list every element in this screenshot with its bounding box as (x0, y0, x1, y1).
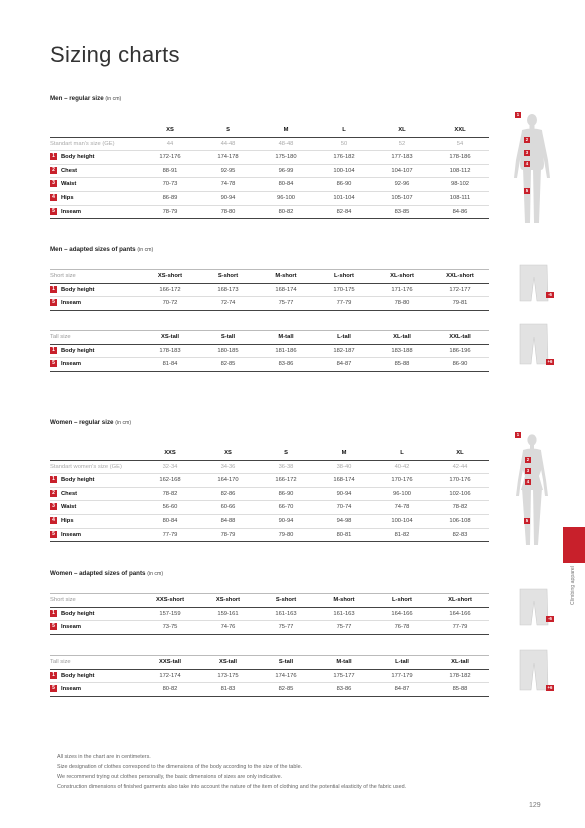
measure-number-badge: 5 (50, 360, 57, 367)
table-cell: 77-79 (452, 624, 468, 631)
table-row (50, 151, 489, 165)
measure-number-badge: 3 (50, 180, 57, 187)
women-tall-pants-figure (515, 648, 555, 692)
table-cell: 77-79 (162, 531, 178, 538)
table-cell: 32-34 (162, 463, 178, 470)
table-cell: 90-94 (336, 490, 352, 497)
section-tab-marker (563, 527, 585, 563)
header-label-cell (50, 124, 141, 137)
table-cell: 86-90 (336, 181, 352, 188)
section-unit: (in cm) (115, 420, 132, 426)
marker-inseam: 5 (525, 518, 529, 523)
measure-label: Inseam (61, 361, 81, 368)
table-row (50, 607, 489, 621)
row-label (50, 474, 141, 488)
table-cell: 75-77 (336, 624, 352, 631)
table-cell: 168-173 (217, 286, 239, 293)
measure-label: Inseam (61, 624, 81, 631)
table-cell: 78-79 (162, 208, 178, 215)
table-row (50, 514, 489, 528)
marker-waist: 3 (525, 150, 529, 155)
table-cell: 92-96 (394, 181, 410, 188)
table-cell: 100-104 (391, 517, 413, 524)
table-cell: 70-72 (162, 300, 178, 307)
measure-label: Inseam (61, 531, 81, 538)
table-cell: 157-159 (159, 610, 181, 617)
size-header-cell: XXL (454, 127, 466, 133)
table-row (50, 164, 489, 178)
section-title-text: Women – adapted sizes of pants (50, 570, 146, 577)
size-header-cell: S (284, 450, 288, 456)
row-label: Standart man's size (GE) (50, 140, 115, 147)
row-label (50, 191, 141, 205)
row-label (50, 164, 141, 178)
size-header-cell: XS-short (157, 273, 183, 279)
measure-number-badge: 5 (50, 531, 57, 538)
footnote: Construction dimensions of finished garments also take into account the nature of the item of clothing and the potential elasticity of the fabric used. (57, 784, 407, 790)
table-cell: 173-175 (217, 672, 239, 679)
measure-label: Chest (61, 490, 78, 497)
measure-label: Inseam (61, 208, 81, 215)
row-label (50, 669, 141, 683)
table-cell: 80-81 (336, 531, 352, 538)
header-label-cell: Tall size (50, 659, 71, 665)
table-row (50, 669, 489, 683)
men-tall-pants-figure (515, 322, 555, 366)
section-title-men-regular (50, 95, 121, 102)
women-tall-pants-table (50, 655, 489, 697)
reference-size-row (50, 137, 489, 151)
table-cell: 168-174 (275, 286, 297, 293)
header-label-cell: Short size (50, 273, 76, 279)
table-cell: 80-82 (278, 208, 294, 215)
table-cell: 48-48 (278, 140, 294, 147)
measure-number-badge: 4 (50, 194, 57, 201)
size-header-cell: L (400, 450, 404, 456)
table-cell: 78-80 (220, 208, 236, 215)
woman-body-figure (507, 430, 557, 552)
table-cell: 170-176 (391, 477, 413, 484)
size-header-cell: XL-tall (451, 659, 469, 665)
table-cell: 161-163 (333, 610, 355, 617)
table-cell: 166-172 (159, 286, 181, 293)
table-cell: 77-79 (336, 300, 352, 307)
measure-number-badge: 2 (50, 167, 57, 174)
measure-label: Body height (61, 672, 95, 679)
table-cell: 178-182 (449, 672, 471, 679)
men-short-pants-figure (515, 263, 555, 303)
table-cell: 176-182 (333, 154, 355, 161)
row-label (50, 621, 141, 635)
table-row (50, 191, 489, 205)
table-row (50, 358, 489, 372)
row-label (50, 501, 141, 515)
row-label: Standart women's size (GE) (50, 463, 122, 470)
size-header-cell: XL-tall (393, 334, 411, 340)
table-cell: 161-163 (275, 610, 297, 617)
table-cell: 86-89 (162, 194, 178, 201)
tall-length-marker: +6 (547, 359, 553, 364)
table-cell: 84-87 (394, 686, 410, 693)
measure-number-badge: 5 (50, 623, 57, 630)
size-header-cell: S-short (217, 273, 239, 279)
section-unit: (in cm) (147, 571, 164, 577)
table-cell: 60-66 (220, 504, 236, 511)
measure-number-badge: 1 (50, 347, 57, 354)
table-row (50, 621, 489, 635)
measure-label: Inseam (61, 686, 81, 693)
size-header-cell: XL (398, 127, 406, 133)
table-cell: 74-78 (394, 504, 410, 511)
measure-label: Body height (61, 610, 95, 617)
table-cell: 75-77 (278, 624, 294, 631)
table-cell: 162-168 (159, 477, 181, 484)
size-header-cell: M-short (275, 273, 297, 279)
table-cell: 96-100 (392, 490, 412, 497)
side-section-label: Climbing apparel (570, 566, 576, 605)
table-cell: 174-178 (217, 154, 239, 161)
table-cell: 86-90 (278, 490, 294, 497)
man-silhouette-icon (507, 110, 557, 230)
row-label (50, 528, 141, 542)
size-header-cell: XS (166, 127, 174, 133)
measure-number-badge: 4 (50, 517, 57, 524)
table-cell: 81-83 (220, 686, 236, 693)
measure-label: Waist (61, 181, 77, 188)
size-header-cell: L (342, 127, 346, 133)
table-cell: 159-161 (217, 610, 239, 617)
row-label (50, 683, 141, 697)
table-cell: 34-36 (220, 463, 236, 470)
table-cell: 182-187 (333, 347, 355, 354)
table-cell: 88-91 (162, 167, 178, 174)
marker-inseam: 5 (525, 188, 529, 193)
marker-body-height: 1 (516, 432, 520, 437)
row-label (50, 607, 141, 621)
women-regular-size-table (50, 447, 489, 542)
marker-waist: 3 (526, 468, 530, 473)
section-title-women-regular (50, 419, 131, 426)
footnote: Size designation of clothes correspond to the dimensions of the body according to the size of the table. (57, 764, 303, 770)
size-header-cell: S (226, 127, 230, 133)
section-title-text: Men – adapted sizes of pants (50, 246, 136, 253)
marker-body-height: 1 (516, 112, 520, 117)
size-header-cell: L-tall (337, 334, 351, 340)
table-row (50, 528, 489, 542)
table-cell: 166-172 (275, 477, 297, 484)
table-cell: 44 (166, 140, 174, 147)
table-cell: 171-176 (391, 286, 413, 293)
size-header-cell: XL-short (448, 597, 472, 603)
table-cell: 90-94 (220, 194, 236, 201)
table-cell: 170-176 (449, 477, 471, 484)
table-cell: 164-166 (391, 610, 413, 617)
table-cell: 80-84 (278, 181, 294, 188)
table-cell: 40-42 (394, 463, 410, 470)
measure-label: Hips (61, 517, 74, 524)
table-cell: 70-73 (162, 181, 178, 188)
women-short-pants-table (50, 593, 489, 635)
table-cell: 52 (398, 140, 406, 147)
size-header-cell: XS-tall (218, 659, 238, 665)
table-cell: 96-100 (276, 194, 296, 201)
measure-label: Inseam (61, 300, 81, 307)
size-header-cell: XL (456, 450, 464, 456)
table-row (50, 344, 489, 358)
page-title: Sizing charts (50, 42, 180, 67)
table-cell: 44-48 (220, 140, 236, 147)
section-title-text: Men – regular size (50, 95, 104, 102)
table-cell: 83-86 (336, 686, 352, 693)
table-cell: 105-107 (391, 194, 413, 201)
section-unit: (in cm) (137, 247, 154, 253)
table-cell: 177-183 (391, 154, 413, 161)
size-header-cell: S-short (275, 597, 297, 603)
men-regular-size-table (50, 124, 489, 219)
man-body-figure (507, 110, 557, 230)
measure-number-badge: 3 (50, 503, 57, 510)
short-length-marker: -6 (546, 616, 554, 622)
table-cell: 168-174 (333, 477, 355, 484)
table-cell: 94-98 (336, 517, 352, 524)
header-label-cell (50, 447, 141, 460)
measure-number-badge: 1 (50, 476, 57, 483)
table-cell: 54 (456, 140, 464, 147)
table-row (50, 501, 489, 515)
table-row (50, 178, 489, 192)
table-cell: 175-180 (275, 154, 297, 161)
table-cell: 177-179 (391, 672, 413, 679)
table-cell: 80-84 (162, 517, 178, 524)
marker-chest: 2 (525, 137, 529, 142)
footnotes (57, 752, 406, 792)
measure-label: Body height (61, 477, 95, 484)
row-label (50, 358, 141, 372)
table-cell: 102-106 (449, 490, 471, 497)
table-row (50, 683, 489, 697)
table-cell: 75-77 (278, 300, 294, 307)
table-cell: 83-85 (394, 208, 410, 215)
table-cell: 78-82 (162, 490, 178, 497)
marker-chest: 2 (526, 457, 530, 462)
table-row (50, 474, 489, 488)
table-cell: 76-78 (394, 624, 410, 631)
table-cell: 82-83 (452, 531, 468, 538)
measure-number-badge: 5 (50, 299, 57, 306)
table-cell: 74-76 (220, 624, 236, 631)
header-row (50, 594, 489, 608)
size-header-cell: M (341, 450, 347, 456)
header-row (50, 656, 489, 670)
table-cell: 50 (340, 140, 348, 147)
measure-label: Waist (61, 504, 77, 511)
table-cell: 36-38 (278, 463, 294, 470)
size-header-cell: XXS-tall (159, 659, 181, 665)
table-row (50, 205, 489, 219)
header-label-cell: Tall size (50, 334, 71, 340)
table-cell: 178-186 (449, 154, 471, 161)
measure-label: Body height (61, 154, 95, 161)
table-cell: 172-174 (159, 672, 181, 679)
measure-number-badge: 5 (50, 685, 57, 692)
size-header-cell: XS (224, 450, 232, 456)
table-cell: 81-82 (394, 531, 410, 538)
header-row (50, 124, 489, 137)
size-header-cell: S-tall (220, 334, 236, 340)
size-header-cell: M-tall (336, 659, 352, 665)
footnote: All sizes in the chart are in centimeters. (57, 754, 151, 760)
table-cell: 81-84 (162, 361, 178, 368)
size-header-cell: XXS (164, 450, 176, 456)
table-cell: 108-112 (449, 167, 471, 174)
size-header-cell: XS-short (215, 597, 241, 603)
table-cell: 82-85 (220, 361, 236, 368)
size-header-cell: L-short (392, 597, 412, 603)
size-header-cell: XXS-short (155, 597, 185, 603)
size-header-cell: M-short (333, 597, 355, 603)
table-cell: 82-84 (336, 208, 352, 215)
table-cell: 79-81 (452, 300, 468, 307)
size-header-cell: XL-short (390, 273, 414, 279)
table-cell: 101-104 (333, 194, 355, 201)
table-cell: 174-176 (275, 672, 297, 679)
short-length-marker: -6 (546, 292, 554, 298)
header-row (50, 270, 489, 284)
header-row (50, 331, 489, 345)
table-cell: 84-88 (220, 517, 236, 524)
section-title-women-pants (50, 570, 163, 577)
table-cell: 83-86 (278, 361, 294, 368)
size-header-cell: S-tall (278, 659, 294, 665)
marker-hips: 4 (526, 479, 530, 484)
size-header-cell: M-tall (278, 334, 294, 340)
woman-silhouette-icon (507, 430, 557, 552)
reference-size-row (50, 460, 489, 474)
row-label (50, 151, 141, 165)
table-cell: 183-188 (391, 347, 413, 354)
size-header-cell: M (283, 127, 289, 133)
tall-length-marker: +6 (547, 685, 553, 690)
table-cell: 172-176 (159, 154, 181, 161)
row-label (50, 344, 141, 358)
table-cell: 74-78 (220, 181, 236, 188)
table-cell: 164-166 (449, 610, 471, 617)
row-label (50, 487, 141, 501)
table-cell: 84-87 (336, 361, 352, 368)
row-label (50, 297, 141, 311)
table-cell: 66-70 (278, 504, 294, 511)
size-header-cell: L-tall (395, 659, 409, 665)
measure-number-badge: 1 (50, 153, 57, 160)
table-cell: 180-185 (217, 347, 239, 354)
footnote: We recommend trying out clothes personally, the basic dimensions of sizes are only indicative. (57, 774, 283, 780)
table-cell: 38-40 (336, 463, 352, 470)
table-cell: 92-95 (220, 167, 236, 174)
measure-number-badge: 2 (50, 490, 57, 497)
table-cell: 106-108 (449, 517, 471, 524)
table-cell: 175-177 (333, 672, 355, 679)
table-cell: 104-107 (391, 167, 413, 174)
table-row (50, 283, 489, 297)
measure-label: Body height (61, 286, 95, 293)
measure-label: Chest (61, 167, 78, 174)
table-cell: 56-60 (162, 504, 178, 511)
table-cell: 96-99 (278, 167, 294, 174)
table-cell: 85-88 (394, 361, 410, 368)
table-cell: 78-80 (394, 300, 410, 307)
table-row (50, 487, 489, 501)
measure-number-badge: 5 (50, 208, 57, 215)
measure-number-badge: 1 (50, 610, 57, 617)
measure-number-badge: 1 (50, 286, 57, 293)
men-short-pants-table (50, 269, 489, 311)
table-cell: 100-104 (333, 167, 355, 174)
row-label (50, 283, 141, 297)
measure-label: Hips (61, 194, 74, 201)
section-unit: (in cm) (105, 96, 122, 102)
table-cell: 86-90 (452, 361, 468, 368)
marker-hips: 4 (525, 161, 529, 166)
table-cell: 78-79 (220, 531, 236, 538)
row-label (50, 178, 141, 192)
table-cell: 72-74 (220, 300, 236, 307)
table-cell: 186-196 (449, 347, 471, 354)
table-cell: 170-175 (333, 286, 355, 293)
women-short-pants-figure (515, 587, 555, 627)
page-number: 129 (529, 802, 541, 809)
table-cell: 42-44 (452, 463, 468, 470)
table-cell: 79-80 (278, 531, 294, 538)
table-cell: 181-186 (275, 347, 297, 354)
table-cell: 172-177 (449, 286, 471, 293)
table-cell: 178-183 (159, 347, 181, 354)
table-cell: 82-86 (220, 490, 236, 497)
table-cell: 73-75 (162, 624, 178, 631)
table-cell: 85-88 (452, 686, 468, 693)
header-label-cell: Short size (50, 597, 76, 603)
table-cell: 82-85 (278, 686, 294, 693)
size-header-cell: XXL-short (446, 273, 474, 279)
header-row (50, 447, 489, 460)
size-header-cell: L-short (334, 273, 354, 279)
table-cell: 164-170 (217, 477, 239, 484)
section-title-men-pants (50, 246, 153, 253)
table-row (50, 297, 489, 311)
row-label (50, 205, 141, 219)
table-cell: 108-111 (449, 194, 471, 201)
section-title-text: Women – regular size (50, 419, 114, 426)
measure-label: Body height (61, 347, 95, 354)
row-label (50, 514, 141, 528)
table-cell: 70-74 (336, 504, 352, 511)
size-header-cell: XS-tall (160, 334, 180, 340)
table-cell: 78-82 (452, 504, 468, 511)
table-cell: 80-82 (162, 686, 178, 693)
table-cell: 90-94 (278, 517, 294, 524)
table-cell: 98-102 (450, 181, 470, 188)
table-cell: 84-86 (452, 208, 468, 215)
measure-number-badge: 1 (50, 672, 57, 679)
men-tall-pants-table (50, 330, 489, 372)
size-header-cell: XXL-tall (449, 334, 471, 340)
